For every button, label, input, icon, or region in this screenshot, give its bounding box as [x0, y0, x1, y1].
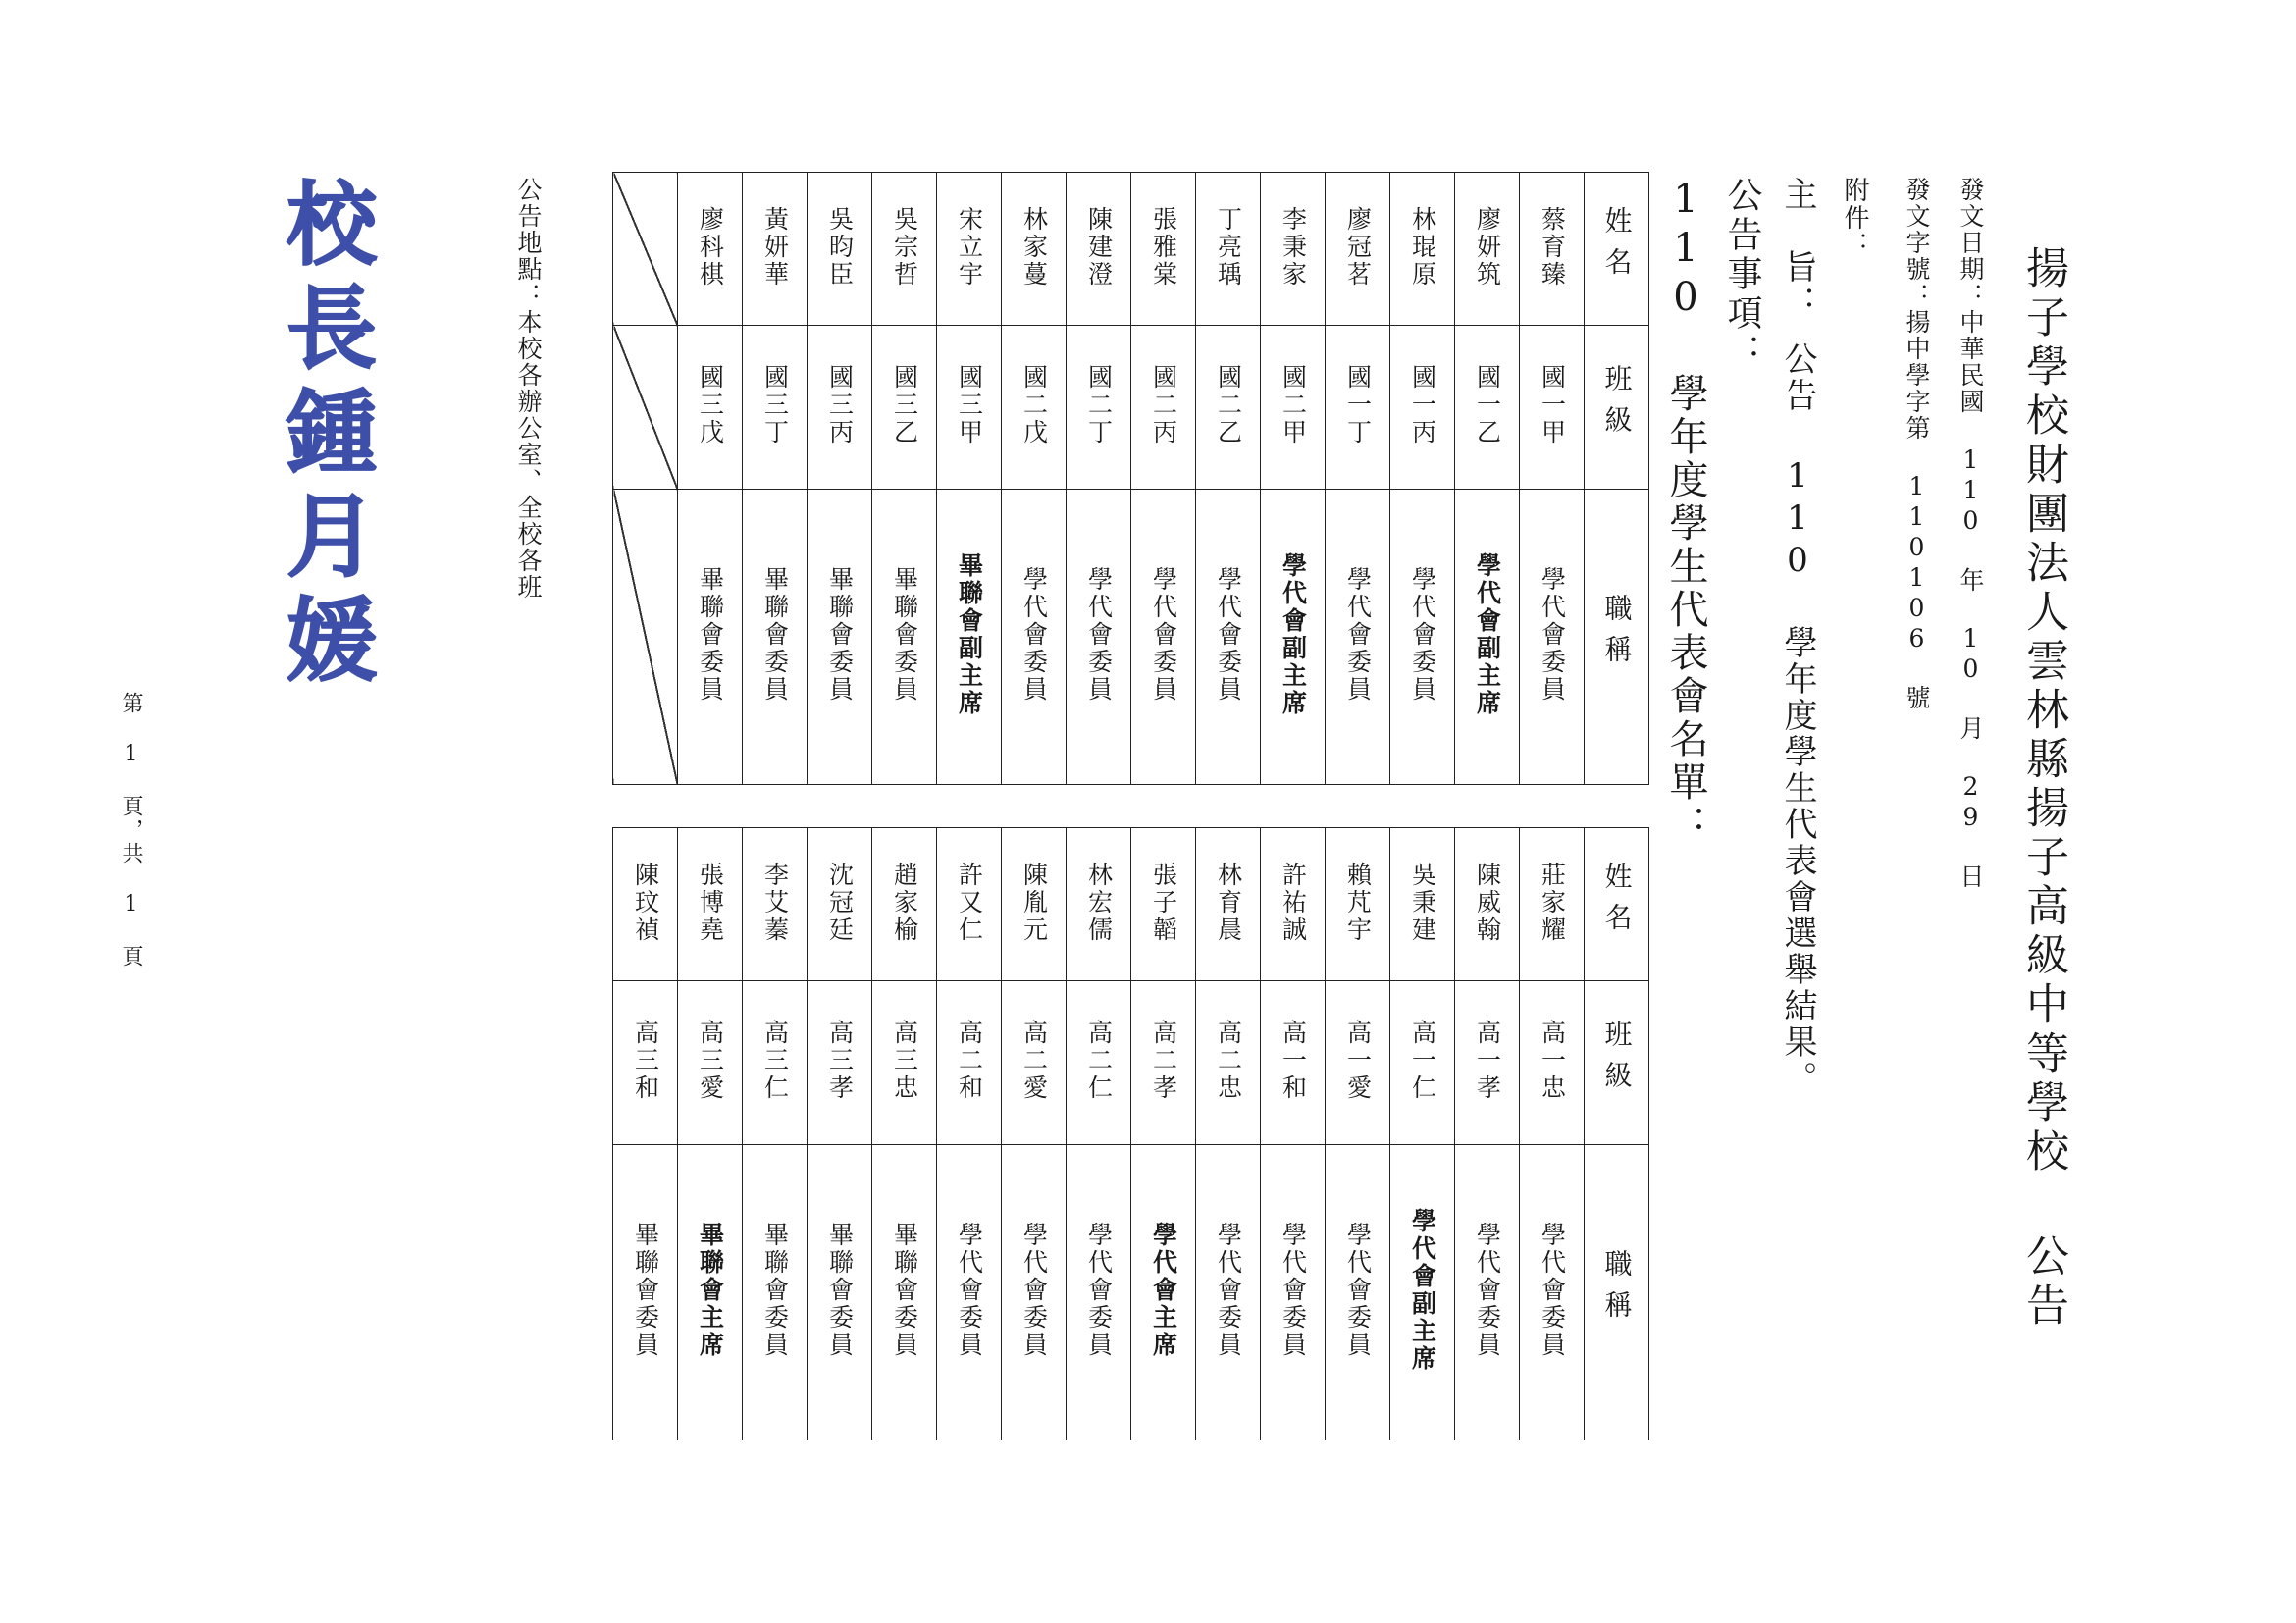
cell-name [1002, 173, 1067, 326]
header-title-text: 職稱 [1600, 1249, 1634, 1332]
title-text: 學代會副主席 [1278, 552, 1308, 717]
name-text: 黃妍華 [760, 205, 790, 288]
attachment-label: 附件： [1840, 177, 1869, 259]
name-text: 許祐誠 [1278, 861, 1308, 944]
cell-title [1131, 1145, 1196, 1440]
header-name [1585, 173, 1649, 326]
title-text: 畢聯會委員 [890, 1222, 919, 1359]
cell-class [808, 326, 872, 490]
class-text: 高二愛 [1019, 1020, 1049, 1102]
class-text: 高一和 [1278, 1020, 1308, 1102]
name-text: 陳建澄 [1084, 205, 1114, 288]
cell-name [1390, 828, 1455, 981]
cell-name [1261, 173, 1326, 326]
cell-title [1390, 490, 1455, 785]
title-text: 畢聯會委員 [760, 566, 790, 704]
title-text: 畢聯會委員 [825, 566, 855, 704]
cell-name [1261, 828, 1326, 981]
document-title: 揚子學校財團法人雲林縣揚子高級中等學校 公告 [2018, 245, 2068, 1332]
class-text: 國二丙 [1149, 364, 1178, 446]
title-text: 畢聯會主席 [696, 1222, 725, 1359]
cell-class [1002, 326, 1067, 490]
cell-name [678, 828, 743, 981]
title-text: 學代會委員 [1019, 566, 1049, 704]
cell-title [808, 490, 872, 785]
cell-class [1261, 981, 1326, 1145]
cell-name [1067, 173, 1131, 326]
cell-class [678, 326, 743, 490]
cell-title [1002, 1145, 1067, 1440]
header-name-text: 姓名 [1600, 861, 1634, 944]
name-text: 蔡育臻 [1538, 205, 1567, 288]
cell-title [1196, 490, 1261, 785]
cell-title [1390, 1145, 1455, 1440]
class-text: 國二丁 [1084, 364, 1114, 446]
cell-title [1520, 1145, 1585, 1440]
class-text: 國三丁 [760, 364, 790, 446]
title-text: 畢聯會委員 [825, 1222, 855, 1359]
header-name [1585, 828, 1649, 981]
cell-name [1067, 828, 1131, 981]
name-text: 賴芃宇 [1343, 861, 1373, 944]
title-text: 學代會委員 [1278, 1222, 1308, 1359]
cell-class [872, 326, 937, 490]
cell-name [1131, 173, 1196, 326]
cell-name [1455, 173, 1520, 326]
name-text: 林家蔓 [1019, 205, 1049, 288]
class-text: 高一仁 [1408, 1020, 1437, 1102]
name-text: 吳宗哲 [890, 205, 919, 288]
cell-title [872, 1145, 937, 1440]
title-text: 學代會委員 [1538, 1222, 1567, 1359]
class-text: 高一愛 [1343, 1020, 1373, 1102]
class-text: 國二甲 [1278, 364, 1308, 446]
class-text: 高三仁 [760, 1020, 790, 1102]
class-text: 國二戊 [1019, 364, 1049, 446]
cell-title [1261, 1145, 1326, 1440]
title-text: 畢聯會委員 [890, 566, 919, 704]
class-text: 國三戊 [696, 364, 725, 446]
cell-class [1067, 326, 1131, 490]
cell-class [1326, 981, 1390, 1145]
name-text: 廖科棋 [696, 205, 725, 288]
name-text: 莊家耀 [1538, 861, 1567, 944]
name-text: 趙家榆 [890, 861, 919, 944]
cell-class [1520, 981, 1585, 1145]
cell-title [937, 1145, 1002, 1440]
name-text: 陳玟禎 [631, 861, 660, 944]
name-text: 李秉家 [1278, 205, 1308, 288]
cell-name [1002, 828, 1067, 981]
cell-name [937, 173, 1002, 326]
class-text: 高三和 [631, 1020, 660, 1102]
cell-name [808, 173, 872, 326]
cell-name [743, 173, 808, 326]
announcement-location: 公告地點：本校各辦公室、全校各班 [514, 177, 543, 601]
title-text: 學代會委員 [1343, 1222, 1373, 1359]
page-number: 第 1 頁，共 1 頁 [119, 692, 143, 969]
cell-name [1520, 173, 1585, 326]
cell-class [937, 326, 1002, 490]
name-text: 李艾蓁 [760, 861, 790, 944]
name-text: 張雅棠 [1149, 205, 1178, 288]
subject-label: 主 旨： [1778, 177, 1817, 322]
title-text: 畢聯會委員 [631, 1222, 660, 1359]
name-text: 沈冠廷 [825, 861, 855, 944]
class-text: 國三甲 [955, 364, 984, 446]
title-text: 學代會委員 [1084, 566, 1114, 704]
cell-name [808, 828, 872, 981]
header-class [1585, 981, 1649, 1145]
title-text: 學代會委員 [1343, 566, 1373, 704]
cell-class [1196, 981, 1261, 1145]
name-text: 吳秉建 [1408, 861, 1437, 944]
list-title: 110 學年度學生代表會名單： [1663, 177, 1708, 848]
name-text: 陳威翰 [1473, 861, 1502, 944]
table-row-title [613, 490, 1649, 785]
cell-class [1067, 981, 1131, 1145]
table-row-name [613, 828, 1649, 981]
class-text: 國一甲 [1538, 364, 1567, 446]
title-text: 學代會委員 [1408, 566, 1437, 704]
class-text: 高一忠 [1538, 1020, 1567, 1102]
notice-heading: 公告事項： [1722, 177, 1762, 373]
header-class-text: 班級 [1600, 364, 1634, 446]
title-text: 畢聯會委員 [696, 566, 725, 704]
cell-name [937, 828, 1002, 981]
cell-title [1455, 1145, 1520, 1440]
cell-class [1455, 981, 1520, 1145]
name-text: 吳昀臣 [825, 205, 855, 288]
subject [1774, 177, 1822, 1097]
table-row-class [613, 326, 1649, 490]
cell-title [1520, 490, 1585, 785]
title-text: 學代會委員 [1019, 1222, 1049, 1359]
cell-title [1002, 490, 1067, 785]
cell-name [743, 828, 808, 981]
empty-cell [613, 490, 678, 785]
cell-name [1520, 828, 1585, 981]
title-text: 畢聯會副主席 [955, 552, 984, 717]
class-text: 國一乙 [1473, 364, 1502, 446]
class-text: 高二忠 [1214, 1020, 1243, 1102]
cell-name [1326, 173, 1390, 326]
table-row-class [613, 981, 1649, 1145]
header-title [1585, 490, 1649, 785]
class-text: 國三乙 [890, 364, 919, 446]
title-text: 學代會委員 [1214, 566, 1243, 704]
header-title-text: 職稱 [1600, 594, 1634, 676]
name-text: 許又仁 [955, 861, 984, 944]
class-text: 高三愛 [696, 1020, 725, 1102]
empty-cell [613, 326, 678, 490]
cell-class [1131, 326, 1196, 490]
cell-name [1196, 828, 1261, 981]
cell-title [808, 1145, 872, 1440]
cell-name [678, 173, 743, 326]
name-text: 廖妍筑 [1473, 205, 1502, 288]
class-text: 高二和 [955, 1020, 984, 1102]
signature-stamp [265, 157, 383, 707]
cell-title [1455, 490, 1520, 785]
cell-title [1196, 1145, 1261, 1440]
name-text: 林育晨 [1214, 861, 1243, 944]
title-text: 學代會委員 [1214, 1222, 1243, 1359]
cell-title [678, 1145, 743, 1440]
cell-name [613, 828, 678, 981]
class-text: 國三丙 [825, 364, 855, 446]
cell-title [743, 490, 808, 785]
title-text: 學代會委員 [1473, 1222, 1502, 1359]
title-text: 學代會副主席 [1473, 552, 1502, 717]
class-text: 高三忠 [890, 1020, 919, 1102]
title-text: 學代會委員 [1538, 566, 1567, 704]
cell-title [1261, 490, 1326, 785]
class-text: 國一丁 [1343, 364, 1373, 446]
class-text: 國一丙 [1408, 364, 1437, 446]
cell-title [1326, 490, 1390, 785]
cell-class [937, 981, 1002, 1145]
svg-text:校長鍾月媛: 校長鍾月媛 [274, 177, 374, 697]
name-text: 宋立宇 [955, 205, 984, 288]
cell-class [1326, 326, 1390, 490]
cell-class [1002, 981, 1067, 1145]
name-text: 林宏儒 [1084, 861, 1114, 944]
cell-title [743, 1145, 808, 1440]
name-text: 陳胤元 [1019, 861, 1049, 944]
title-text: 學代會委員 [955, 1222, 984, 1359]
cell-title [1131, 490, 1196, 785]
cell-class [1390, 326, 1455, 490]
table-row-title [613, 1145, 1649, 1440]
cell-name [1326, 828, 1390, 981]
class-text: 高二仁 [1084, 1020, 1114, 1102]
issue-number: 發文字號：揚中學字第 110106 號 [1903, 177, 1931, 711]
junior-high-table [612, 172, 1649, 785]
title-text: 學代會委員 [1084, 1222, 1114, 1359]
class-text: 國二乙 [1214, 364, 1243, 446]
name-text: 丁亮瑀 [1214, 205, 1243, 288]
title-text: 學代會副主席 [1408, 1208, 1437, 1373]
class-text: 高二孝 [1149, 1020, 1178, 1102]
cell-name [1196, 173, 1261, 326]
cell-name [872, 828, 937, 981]
subject-text: 公告 110 學年度學生代表會選舉結果。 [1778, 341, 1817, 1097]
cell-class [1131, 981, 1196, 1145]
name-text: 廖冠茗 [1343, 205, 1373, 288]
senior-high-table [612, 827, 1649, 1440]
name-text: 張博堯 [696, 861, 725, 944]
issue-date: 發文日期：中華民國 110 年 10 月 29 日 [1957, 177, 1985, 890]
empty-cell [613, 173, 678, 326]
cell-name [1455, 828, 1520, 981]
cell-title [613, 1145, 678, 1440]
cell-name [872, 173, 937, 326]
cell-title [1067, 1145, 1131, 1440]
cell-class [808, 981, 872, 1145]
header-title [1585, 1145, 1649, 1440]
cell-name [1131, 828, 1196, 981]
table-row-name [613, 173, 1649, 326]
header-name-text: 姓名 [1600, 205, 1634, 288]
cell-class [1520, 326, 1585, 490]
title-text: 學代會主席 [1149, 1222, 1178, 1359]
cell-title [937, 490, 1002, 785]
cell-name [1390, 173, 1455, 326]
title-text: 畢聯會委員 [760, 1222, 790, 1359]
header-class-text: 班級 [1600, 1020, 1634, 1102]
cell-title [872, 490, 937, 785]
cell-class [1455, 326, 1520, 490]
class-text: 高三孝 [825, 1020, 855, 1102]
name-text: 張子韜 [1149, 861, 1178, 944]
cell-title [678, 490, 743, 785]
principal-signature [265, 157, 383, 707]
name-text: 林琨原 [1408, 205, 1437, 288]
cell-class [678, 981, 743, 1145]
cell-class [1390, 981, 1455, 1145]
cell-title [1067, 490, 1131, 785]
cell-class [743, 981, 808, 1145]
cell-class [743, 326, 808, 490]
title-text: 學代會委員 [1149, 566, 1178, 704]
cell-class [1196, 326, 1261, 490]
cell-title [1326, 1145, 1390, 1440]
cell-class [872, 981, 937, 1145]
header-class [1585, 326, 1649, 490]
class-text: 高一孝 [1473, 1020, 1502, 1102]
cell-class [613, 981, 678, 1145]
cell-class [1261, 326, 1326, 490]
